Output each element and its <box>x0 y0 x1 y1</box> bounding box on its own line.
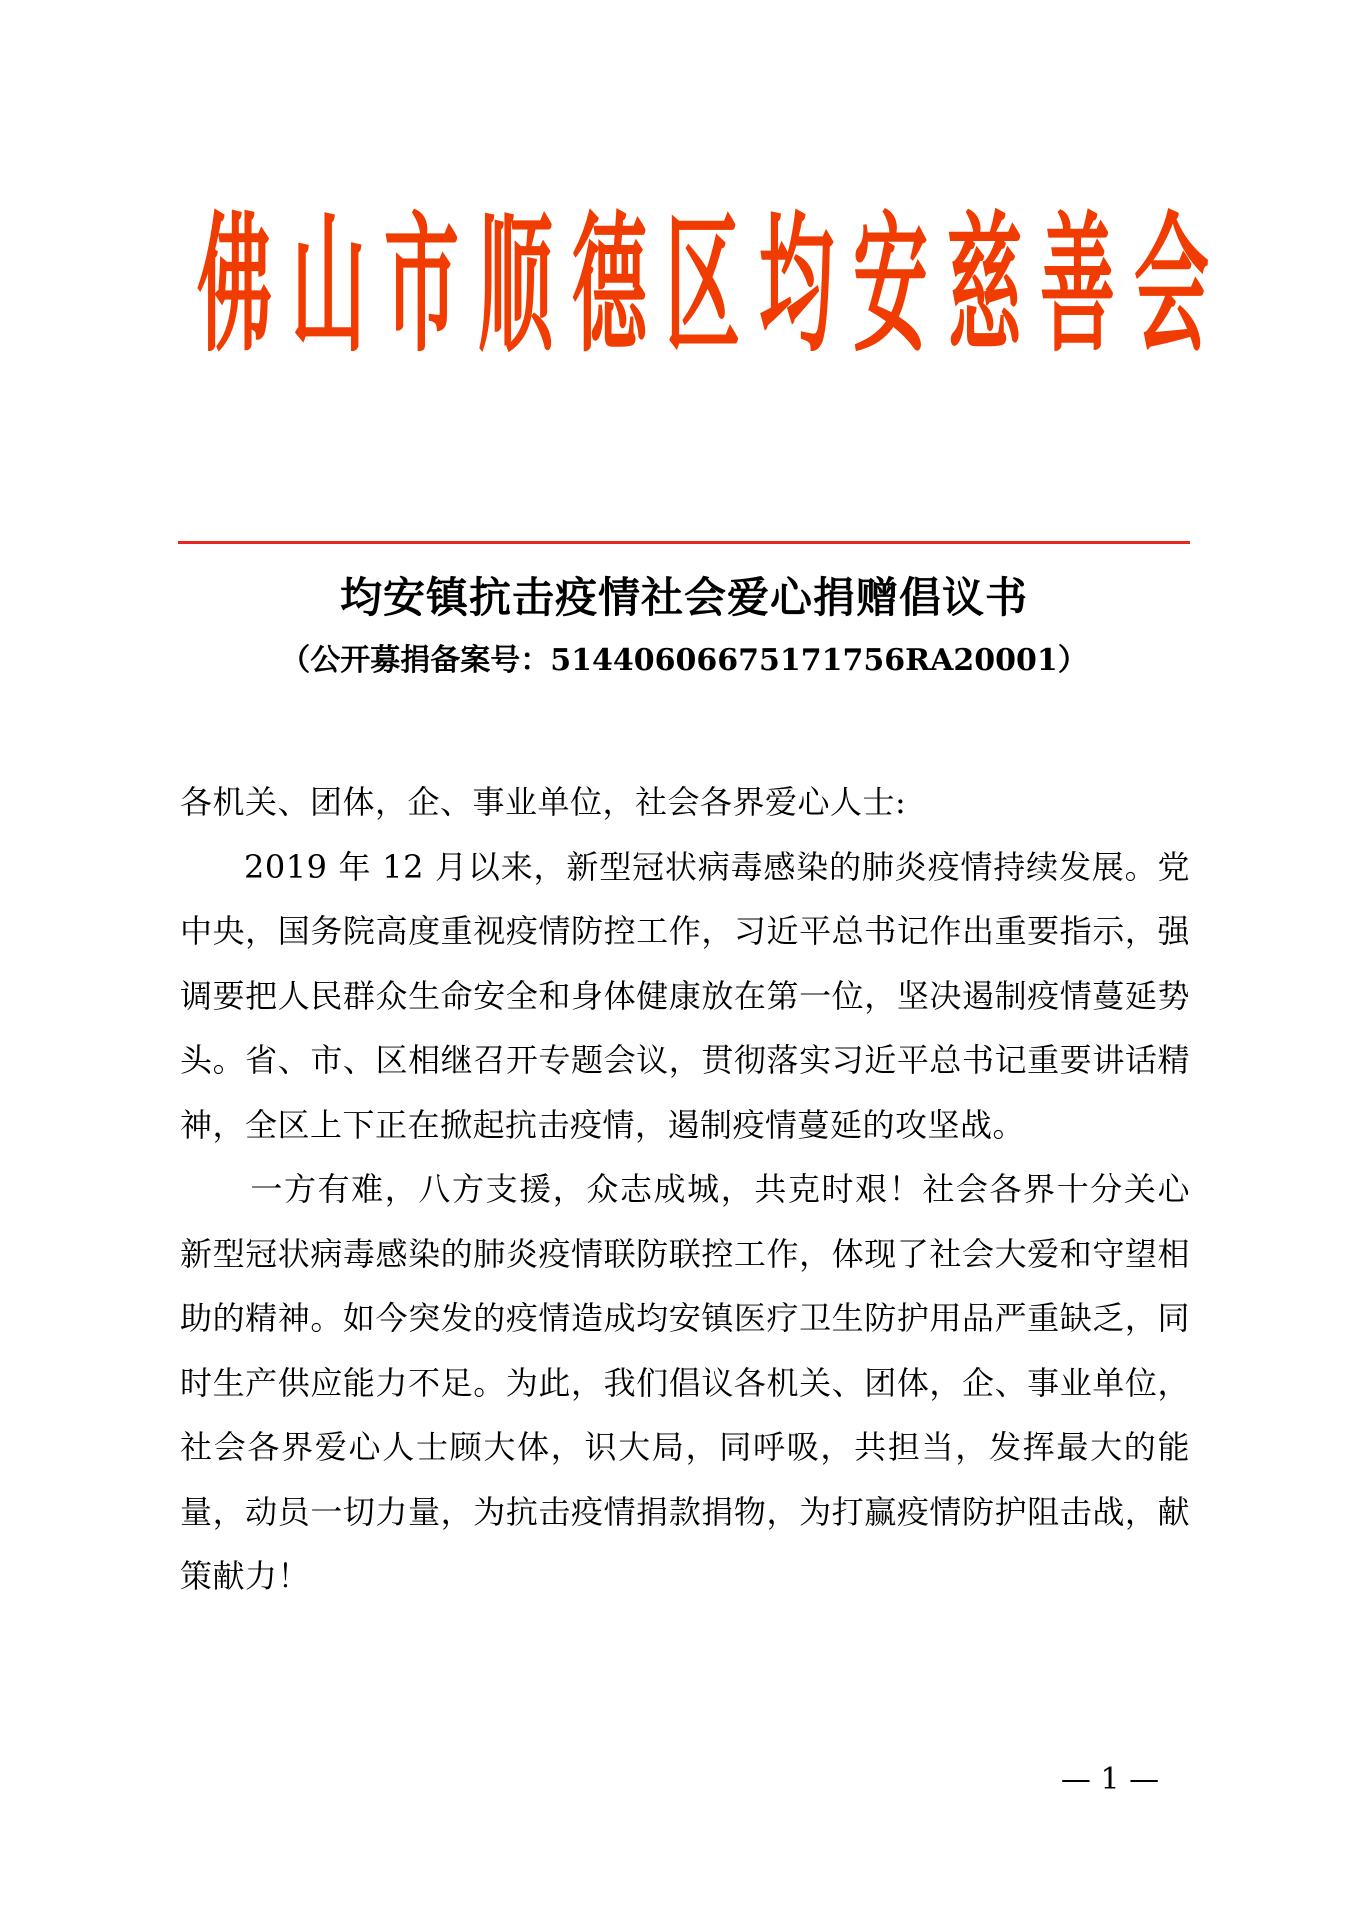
document-body <box>180 770 1190 1609</box>
org-char: 市 <box>384 197 460 373</box>
document-title: 均安镇抗击疫情社会爱心捐赠倡议书 <box>339 573 1028 622</box>
org-char: 区 <box>665 197 741 373</box>
org-char: 佛 <box>197 197 273 373</box>
document-subtitle: （公开募捐备案号：51440606675171756RA20001） <box>280 643 1088 678</box>
org-char: 顺 <box>478 197 554 373</box>
salutation: 各机关、团体，企、事业单位，社会各界爱心人士: <box>180 783 907 821</box>
paragraph-1: 2019 年 12 月以来，新型冠状病毒感染的肺炎疫情持续发展。党中央，国务院高度重视疫情防控工作，习近平总书记作出重要指示，强调要把人民群众生命安全和身体健康放在第一位，坚决遏制疫情蔓延势头。省、市、区相继召开专题会议，贯彻落实习近平总书记重要讲话精神，全区上下正在掀起抗击疫情，遏制疫情蔓延的攻坚战。 <box>180 847 1190 1144</box>
organization-header <box>175 195 1209 375</box>
header-divider <box>178 541 1190 544</box>
org-char: 善 <box>1040 197 1116 373</box>
org-char: 德 <box>571 197 647 373</box>
org-char: 安 <box>852 197 928 373</box>
org-char: 山 <box>290 197 366 373</box>
org-char: 会 <box>1133 197 1209 373</box>
paragraph-2: 一方有难，八方支援，众志成城，共克时艰！社会各界十分关心新型冠状病毒感染的肺炎疫情联防联控工作，体现了社会大爱和守望相助的精神。如今突发的疫情造成均安镇医疗卫生防护用品严重缺乏，同时生产供应能力不足。为此，我们倡议各机关、团体，企、事业单位，社会各界爱心人士顾大体，识大局，同呼吸，共担当，发挥最大的能量，动员一切力量，为抗击疫情捐款捐物，为打赢疫情防护阻击战，献策献力！ <box>180 1170 1190 1595</box>
org-char: 慈 <box>946 197 1022 373</box>
org-char: 均 <box>759 197 835 373</box>
page-number: — 1 — <box>1060 1762 1160 1797</box>
